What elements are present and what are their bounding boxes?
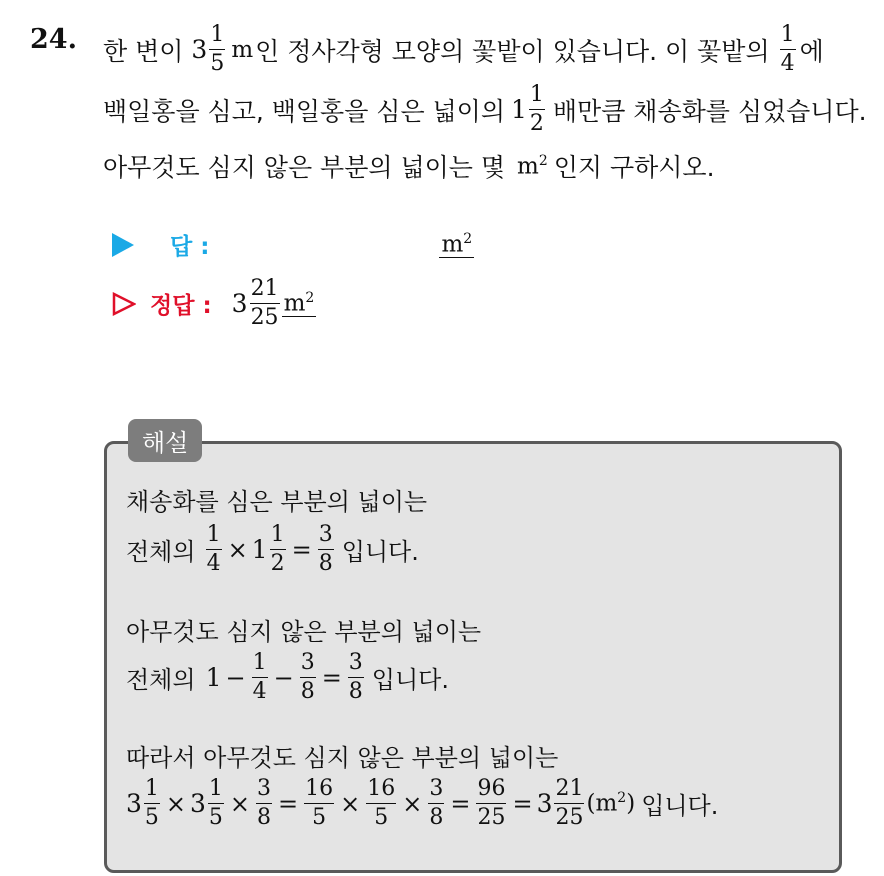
- q2-whole: 1: [511, 95, 527, 124]
- outline-triangle-icon: [112, 292, 136, 316]
- q3-text-a: 아무것도 심지 않은 부분의 넓이는 몇: [103, 153, 505, 182]
- solution-line-2: 전체의 $\frac{1}{4}$ × 1 $\frac{1}{2}$ = $\frac{3}{8}$ 입니다.: [126, 522, 419, 576]
- q2-text-b: 배만큼 채송화를 심었습니다.: [552, 96, 867, 126]
- question-line-3: [103, 148, 715, 184]
- question-line-2: [103, 84, 867, 135]
- q2-text-a: 백일홍을 심고, 백일홍을 심은 넓이의: [103, 96, 505, 126]
- q1-text-c: 에: [799, 36, 824, 66]
- question-line-1: [103, 24, 824, 75]
- correct-unit: $m^2$: [283, 289, 315, 317]
- correct-label: 정답 :: [150, 293, 212, 319]
- q3-unit: $m^2$: [517, 152, 548, 180]
- play-triangle-icon: [112, 233, 134, 257]
- q1-text-a: 한 변이: [103, 36, 184, 66]
- solution-line-6: 3 $\frac{1}{5}$ × 3 $\frac{1}{5}$ × $\frac{3}{8}$ = $\frac{16}{5}$ × $\frac{16}{5}$ × $\frac{3}{8}$ = $\frac{96}{25}$ = 3 $\frac{21}{25}$ $(m^2)$ 입니다.: [126, 776, 719, 830]
- solution-line-4: 전체의 1 − $\frac{1}{4}$ − $\frac{3}{8}$ = $\frac{3}{8}$ 입니다.: [126, 650, 449, 704]
- q1-unit: m: [231, 36, 254, 63]
- q3-text-b: 인지 구하시오.: [553, 153, 715, 182]
- q1-fraction-2: $\frac{1}{4}$: [780, 22, 795, 76]
- q1-text-b: 인 정사각형 모양의 꽃밭이 있습니다. 이 꽃밭의: [255, 36, 770, 66]
- q2-fraction: $\frac{1}{2}$: [529, 82, 544, 136]
- correct-answer-row: [112, 278, 316, 329]
- solution-tab: 해설: [128, 419, 202, 462]
- q1-whole: 3: [191, 35, 208, 64]
- correct-whole: 3: [231, 289, 248, 318]
- solution-line-3: 아무것도 심지 않은 부분의 넓이는: [126, 618, 482, 646]
- correct-fraction: $\frac{21}{25}$: [250, 276, 279, 330]
- answer-row: [112, 228, 474, 261]
- answer-label: 답 :: [170, 234, 210, 260]
- answer-blank: $m^2$: [441, 230, 473, 258]
- solution-line-5: 따라서 아무것도 심지 않은 부분의 넓이는: [126, 744, 559, 772]
- question-number: 24.: [30, 24, 77, 55]
- solution-line-1: 채송화를 심은 부분의 넓이는: [126, 488, 428, 516]
- q1-fraction: $\frac{1}{5}$: [210, 22, 225, 76]
